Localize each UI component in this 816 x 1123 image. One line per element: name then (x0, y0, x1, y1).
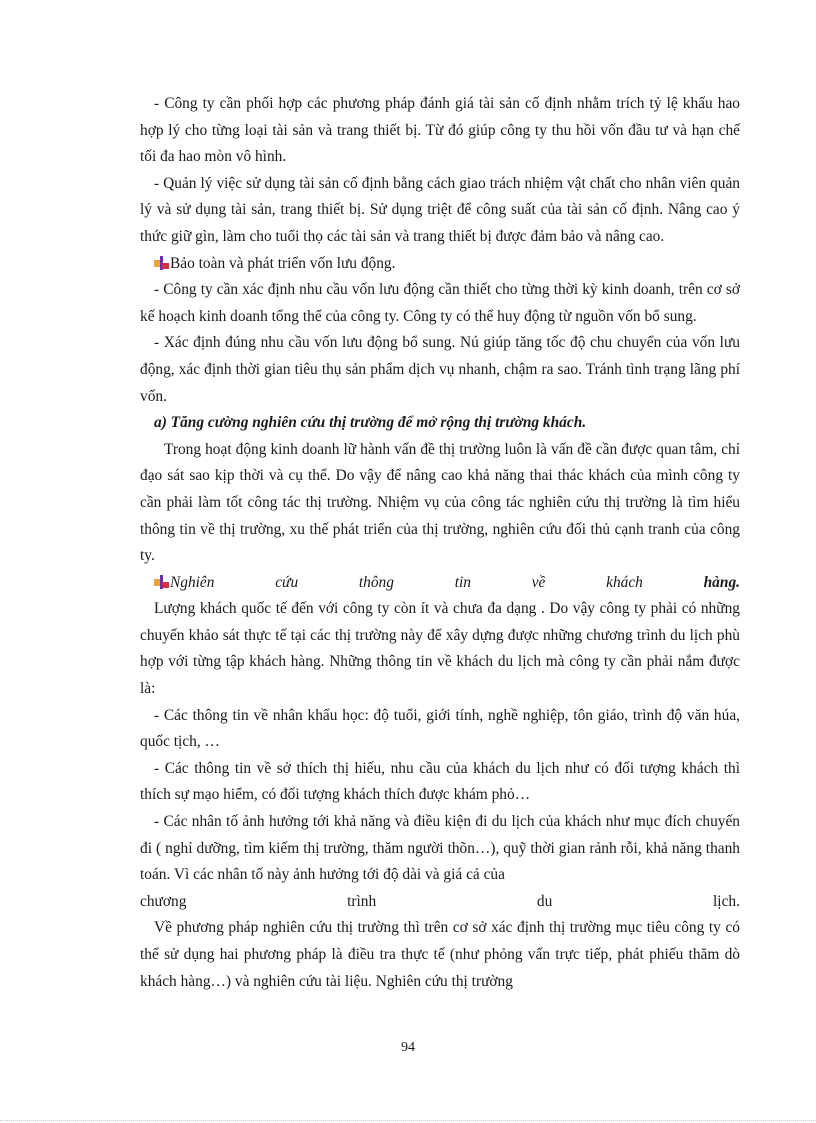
bullet-word: tin (454, 573, 471, 591)
bullet-word: khách (606, 573, 643, 591)
paragraph-influencing-factors: - Các nhân tố ảnh hưởng tới khả năng và điều kiện đi du lịch của khách như mục đích chuyến đi ( nghỉ dưỡng, tìm kiếm thị trường, thăm người thõn…), quỹ thời gian rảnh rỗi, khả năng thanh toán. Vì các nhân tố này ảnh hưởng tới độ dài và giá cả của (140, 813, 740, 884)
bullet-customer-research (140, 570, 740, 597)
paragraph-research-methods: Về phương pháp nghiên cứu thị trường thì trên cơ sở xác định thị trường mục tiêu công ty có thể sử dụng hai phương pháp là điều tra thực tế (như phỏng vấn trực tiếp, phát phiếu thăm dò khách hàng…) và nghiên cứu tài liệu. Nghiên cứu thị trường (140, 919, 740, 990)
page-bottom-divider (0, 1120, 816, 1121)
paragraph-working-capital-needs: - Công ty cần xác định nhu cầu vốn lưu động cần thiết cho từng thời kỳ kinh doanh, trên cơ sở kế hoạch kinh doanh tổng thể của công ty. Công ty có thể huy động từ nguồn vốn bổ sung. (140, 281, 740, 325)
paragraph-travel-market: Trong hoạt động kinh doanh lữ hành vấn đề thị trường luôn là vấn đề cần được quan tâm, chỉ đạo sát sao kịp thời và cụ thể. Do vậy để nâng cao khả năng thai thác khách của mình công ty cần phải làm tốt công tác thị trường. Nhiệm vụ của công tác nghiên cứu thị trường là tìm hiểu thông tin về thị trường, xu thế phát triển của thị trường, nghiên cứu đối thủ cạnh tranh của công ty. (140, 440, 740, 565)
paragraph-international-guests: Lượng khách quốc tế đến với công ty còn ít và chưa đa dạng . Do vậy công ty phải có những chuyến khảo sát thực tế tại các thị trường này để xây dựng được những chương trình du lịch phù hợp với từng tập khách hàng. Những thông tin về khách du lịch mà công ty cần phải nắm được là: (140, 600, 740, 698)
line-word: chương (140, 892, 187, 910)
bullet-word: Nghiên (170, 573, 215, 591)
bullet-working-capital (140, 251, 740, 278)
bullet-word: cứu (275, 573, 299, 591)
paragraph-demographics: - Các thông tin về nhân khẩu học: độ tuổi, giới tính, nghề nghiệp, tôn giáo, trình độ văn húa, quốc tịch, … (140, 706, 740, 751)
paragraph-fixed-asset-management: - Quản lý việc sử dụng tài sản cố định bằng cách giao trách nhiệm vật chất cho nhân viên quản lý và sử dụng tài sản, trang thiết bị. Sử dụng triệt để công suất của tài sản cố định. Nâng cao ý thức giữ gìn, làm cho tuổi thọ các tài sản và trang thiết bị được đảm bảo và nâng cao. (140, 174, 740, 245)
page-number: 94 (401, 1040, 415, 1055)
page-body (140, 91, 740, 995)
line-word: lịch. (713, 892, 740, 910)
paragraph-preferences: - Các thông tin về sở thích thị hiếu, nhu cầu của khách du lịch như có đối tượng khách thì thích sự mạo hiểm, có đối tượng khách thích được khám phỏ… (140, 759, 740, 804)
paragraph-influencing-factors-last-line (140, 889, 740, 916)
section-heading-market-research: a) Tăng cường nghiên cứu thị trường để mở rộng thị trường khách. (154, 414, 587, 432)
bullet-word: về (531, 573, 546, 591)
line-word: du (536, 892, 553, 910)
paragraph-supplementary-capital: - Xác định đúng nhu cầu vốn lưu động bổ sung. Nú giúp tăng tốc độ chu chuyển của vốn lưu động, xác định thời gian tiêu thụ sản phẩm dịch vụ nhanh, chậm ra sao. Tránh tình trạng lãng phí vốn. (140, 334, 740, 405)
paragraph-fixed-asset-depreciation: - Công ty cần phối hợp các phương pháp đánh giá tài sản cố định nhằm trích tỷ lệ khấu hao hợp lý cho từng loại tài sản và trang thiết bị. Từ đó giúp công ty thu hồi vốn đầu tư và hạn chế tối đa hao mòn vô hình. (140, 95, 740, 166)
bullet-word: hàng. (703, 573, 740, 591)
line-word: trình (347, 892, 377, 910)
bullet-working-capital-text: Bảo toàn và phát triển vốn lưu động. (170, 254, 396, 272)
bullet-customer-research-first (154, 570, 214, 597)
colored-square-bullet-icon (154, 256, 169, 270)
bullet-word: thông (358, 573, 394, 591)
colored-square-bullet-icon (154, 575, 169, 589)
